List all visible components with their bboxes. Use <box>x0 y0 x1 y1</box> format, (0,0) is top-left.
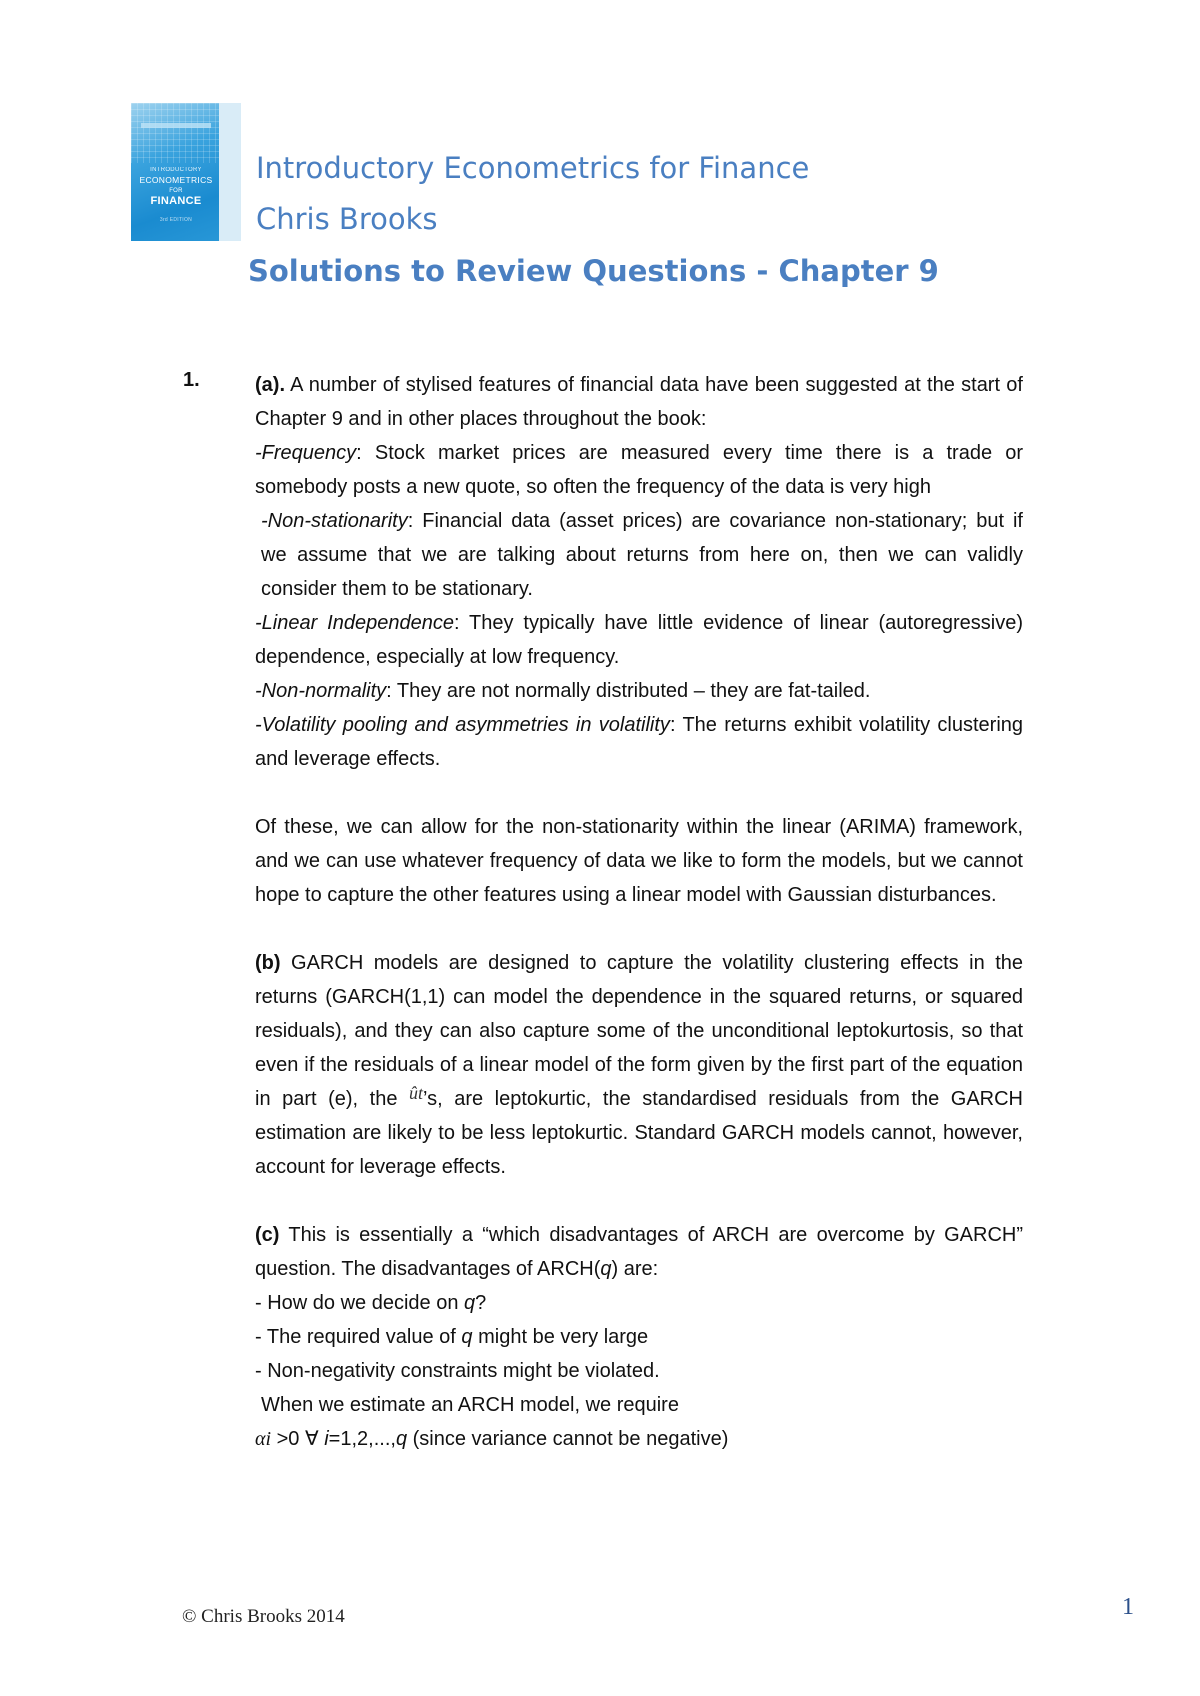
part-a-intro: (a). A number of stylised features of financial data have been suggested at the start of Chapter 9 and in other places throughout the book: <box>255 374 1023 430</box>
spacer <box>255 776 1023 810</box>
cover-pattern <box>131 103 219 163</box>
spacer <box>255 912 1023 946</box>
part-c-paragraph: (c) This is essentially a “which disadvantages of ARCH are overcome by GARCH” question. The disadvantages of ARCH(q) are: <box>255 1224 1023 1280</box>
cover-line-3: FOR <box>169 188 183 194</box>
cover-spine-shade <box>219 103 241 241</box>
feature-frequency: -Frequency: Stock market prices are measured every time there is a trade or somebody posts a new quote, so often the frequency of the data is very high <box>255 442 1023 498</box>
part-a-label: (a). <box>255 374 285 396</box>
disadvantage-item: - The required value of q might be very large <box>255 1326 649 1348</box>
document-author: Chris Brooks <box>256 202 438 236</box>
question-number: 1. <box>183 369 200 391</box>
cover-line-4: FINANCE <box>150 195 202 207</box>
estimate-line: When we estimate an ARCH model, we require <box>261 1394 679 1416</box>
part-b-label: (b) <box>255 952 281 974</box>
feature-non-stationarity: -Non-stationarity: Financial data (asset prices) are covariance non-stationary; but if we assume that we are talking about returns from here on, then we can validly consider them to be stationary. <box>261 510 1023 600</box>
spacer <box>255 1184 1023 1218</box>
disadvantage-item: - How do we decide on q? <box>255 1292 487 1314</box>
feature-volatility-pooling: -Volatility pooling and asymmetries in volatility: The returns exhibit volatility clustering and leverage effects. <box>255 714 1024 770</box>
cover-stripe <box>141 123 211 128</box>
alpha-symbol: αi <box>255 1428 272 1450</box>
part-a-conclusion: Of these, we can allow for the non-stationarity within the linear (ARIMA) framework, and we can use whatever frequency of data we like to form the models, but we cannot hope to capture the other features using a linear model with Gaussian disturbances. <box>255 816 1023 906</box>
cover-line-2: ECONOMETRICS <box>139 175 213 185</box>
page-number: 1 <box>1122 1594 1134 1620</box>
part-c-label: (c) <box>255 1224 280 1246</box>
part-b-paragraph: (b) GARCH models are designed to capture the volatility clustering effects in the returns (GARCH(1,1) can model the dependence in the squared returns, or squared residuals), and they can also capture some of the unconditional leptokurtosis, so that even if the residuals of a linear model of the form given by the first part of the equation in part (e), the ût’s, are leptokurtic, the standardised residuals from the GARCH estimation are likely to be less leptokurtic. Standard GARCH models cannot, however, account for leverage effects. <box>255 952 1023 1178</box>
answer-body <box>255 368 1023 1456</box>
feature-non-normality: -Non-normality: They are not normally distributed – they are fat-tailed. <box>255 680 871 702</box>
document-title: Introductory Econometrics for Finance <box>256 151 810 185</box>
cover-line-5: 3rd EDITION <box>159 217 193 223</box>
feature-linear-independence: -Linear Independence: They typically have little evidence of linear (autoregressive) dependence, especially at low frequency. <box>255 612 1023 668</box>
copyright-footer: © Chris Brooks 2014 <box>182 1606 345 1627</box>
cover-line-1: INTRODUCTORY <box>150 167 202 173</box>
constraint-line: αi >0 ∀ i=1,2,...,q (since variance cannot be negative) <box>255 1428 729 1450</box>
document-subtitle: Solutions to Review Questions - Chapter 9 <box>248 254 939 288</box>
disadvantage-item: - Non-negativity constraints might be violated. <box>255 1360 660 1382</box>
book-cover-image <box>131 103 241 241</box>
u-hat-symbol: ût <box>409 1083 424 1103</box>
